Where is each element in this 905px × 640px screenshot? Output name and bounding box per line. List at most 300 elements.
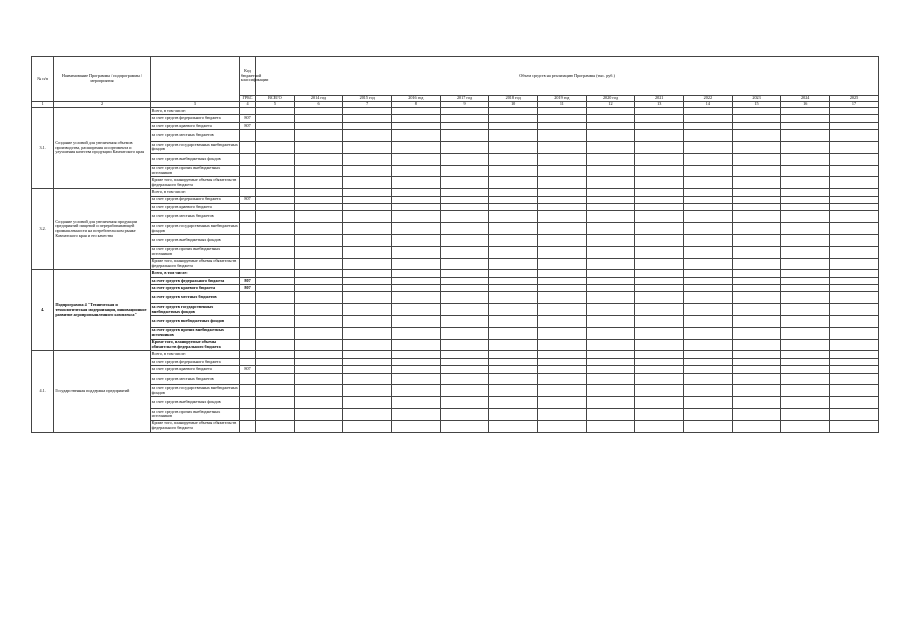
amount-cell <box>684 420 733 432</box>
amount-cell <box>684 141 733 153</box>
amount-cell <box>489 108 538 115</box>
amount-cell <box>684 270 733 277</box>
amount-cell <box>294 165 343 177</box>
amount-cell <box>538 339 587 351</box>
amount-cell <box>440 397 489 409</box>
amount-cell <box>538 196 587 203</box>
amount-cell <box>781 373 830 385</box>
amount-cell <box>781 420 830 432</box>
amount-cell <box>586 203 635 210</box>
amount-cell <box>586 258 635 270</box>
amount-cell <box>732 366 781 373</box>
amount-cell <box>732 223 781 235</box>
amount-cell <box>635 196 684 203</box>
grbs-code: 807 <box>239 115 255 122</box>
amount-cell <box>343 189 392 196</box>
amount-cell <box>392 196 441 203</box>
amount-cell <box>586 211 635 223</box>
amount-cell <box>256 258 295 270</box>
amount-cell <box>256 246 295 258</box>
grbs-code: 807 <box>239 285 255 292</box>
amount-cell <box>489 327 538 339</box>
amount-cell <box>538 366 587 373</box>
amount-cell <box>635 223 684 235</box>
amount-cell <box>256 327 295 339</box>
header-year: 2022 <box>684 96 733 102</box>
column-number: 14 <box>684 102 733 108</box>
amount-cell <box>343 304 392 316</box>
amount-cell <box>538 270 587 277</box>
amount-cell <box>732 397 781 409</box>
column-number: 11 <box>538 102 587 108</box>
funding-source: Кроме того, планируемые объемы обязательств федерального бюджета <box>150 177 239 189</box>
grbs-code <box>239 246 255 258</box>
grbs-code <box>239 153 255 165</box>
amount-cell <box>732 196 781 203</box>
amount-cell <box>392 258 441 270</box>
amount-cell <box>440 385 489 397</box>
amount-cell <box>684 165 733 177</box>
amount-cell <box>294 358 343 365</box>
amount-cell <box>440 223 489 235</box>
amount-cell <box>586 358 635 365</box>
amount-cell <box>684 203 733 210</box>
amount-cell <box>538 108 587 115</box>
amount-cell <box>830 277 879 284</box>
amount-cell <box>830 366 879 373</box>
amount-cell <box>732 420 781 432</box>
amount-cell <box>440 196 489 203</box>
funding-source: за счет средств федерального бюджета <box>150 358 239 365</box>
amount-cell <box>732 316 781 328</box>
amount-cell <box>635 189 684 196</box>
amount-cell <box>294 211 343 223</box>
amount-cell <box>440 270 489 277</box>
table-row <box>32 292 879 304</box>
table-row <box>32 196 879 203</box>
amount-cell <box>732 165 781 177</box>
table-row <box>32 258 879 270</box>
amount-cell <box>489 339 538 351</box>
amount-cell <box>830 270 879 277</box>
amount-cell <box>294 292 343 304</box>
amount-cell <box>392 211 441 223</box>
column-number: 4 <box>239 102 255 108</box>
amount-cell <box>343 115 392 122</box>
amount-cell <box>684 385 733 397</box>
amount-cell <box>294 373 343 385</box>
amount-cell <box>781 285 830 292</box>
amount-cell <box>538 358 587 365</box>
amount-cell <box>256 277 295 284</box>
amount-cell <box>256 203 295 210</box>
amount-cell <box>538 234 587 246</box>
amount-cell <box>684 196 733 203</box>
amount-cell <box>635 211 684 223</box>
amount-cell <box>256 397 295 409</box>
amount-cell <box>635 304 684 316</box>
header-volume: Объем средств на реализацию Программы (тыс. руб.) <box>256 57 879 96</box>
grbs-code <box>239 130 255 142</box>
amount-cell <box>732 258 781 270</box>
amount-cell <box>635 108 684 115</box>
amount-cell <box>538 385 587 397</box>
amount-cell <box>256 385 295 397</box>
amount-cell <box>538 409 587 421</box>
amount-cell <box>635 246 684 258</box>
amount-cell <box>635 141 684 153</box>
amount-cell <box>256 177 295 189</box>
amount-cell <box>343 351 392 358</box>
column-number: 3 <box>150 102 239 108</box>
amount-cell <box>343 153 392 165</box>
table-row <box>32 373 879 385</box>
amount-cell <box>294 189 343 196</box>
amount-cell <box>294 420 343 432</box>
column-number: 12 <box>586 102 635 108</box>
amount-cell <box>489 385 538 397</box>
amount-cell <box>440 108 489 115</box>
amount-cell <box>489 304 538 316</box>
amount-cell <box>256 223 295 235</box>
amount-cell <box>732 327 781 339</box>
amount-cell <box>256 304 295 316</box>
grbs-code <box>239 373 255 385</box>
amount-cell <box>343 177 392 189</box>
amount-cell <box>343 373 392 385</box>
amount-cell <box>781 223 830 235</box>
amount-cell <box>489 203 538 210</box>
amount-cell <box>489 420 538 432</box>
grbs-code: 807 <box>239 122 255 129</box>
grbs-code: 807 <box>239 366 255 373</box>
amount-cell <box>489 177 538 189</box>
amount-cell <box>440 177 489 189</box>
amount-cell <box>538 211 587 223</box>
amount-cell <box>538 351 587 358</box>
amount-cell <box>256 115 295 122</box>
amount-cell <box>440 246 489 258</box>
amount-cell <box>440 285 489 292</box>
amount-cell <box>538 246 587 258</box>
amount-cell <box>781 108 830 115</box>
funding-source: Всего, в том числе: <box>150 189 239 196</box>
grbs-code <box>239 108 255 115</box>
amount-cell <box>830 189 879 196</box>
amount-cell <box>830 316 879 328</box>
amount-cell <box>684 327 733 339</box>
funding-source: за счет средств федерального бюджета <box>150 196 239 203</box>
amount-cell <box>684 373 733 385</box>
amount-cell <box>830 246 879 258</box>
amount-cell <box>392 285 441 292</box>
column-number: 2 <box>54 102 150 108</box>
header-total: ВСЕГО <box>256 96 295 102</box>
amount-cell <box>538 292 587 304</box>
amount-cell <box>586 246 635 258</box>
amount-cell <box>830 304 879 316</box>
amount-cell <box>781 177 830 189</box>
table-row <box>32 153 879 165</box>
amount-cell <box>538 122 587 129</box>
header-year: 2018 год <box>489 96 538 102</box>
table-row <box>32 277 879 284</box>
amount-cell <box>586 223 635 235</box>
amount-cell <box>538 285 587 292</box>
amount-cell <box>830 373 879 385</box>
amount-cell <box>538 165 587 177</box>
amount-cell <box>538 373 587 385</box>
amount-cell <box>732 203 781 210</box>
amount-cell <box>635 351 684 358</box>
amount-cell <box>392 366 441 373</box>
header-year: 2020 год <box>586 96 635 102</box>
amount-cell <box>440 165 489 177</box>
amount-cell <box>538 327 587 339</box>
amount-cell <box>392 292 441 304</box>
amount-cell <box>586 373 635 385</box>
amount-cell <box>489 196 538 203</box>
amount-cell <box>830 153 879 165</box>
funding-source: за счет средств федерального бюджета <box>150 115 239 122</box>
amount-cell <box>440 277 489 284</box>
amount-cell <box>489 270 538 277</box>
column-number: 1 <box>32 102 54 108</box>
amount-cell <box>440 189 489 196</box>
grbs-code <box>239 385 255 397</box>
amount-cell <box>343 130 392 142</box>
amount-cell <box>294 203 343 210</box>
amount-cell <box>256 189 295 196</box>
amount-cell <box>684 358 733 365</box>
funding-source: за счет средств местных бюджетов <box>150 373 239 385</box>
amount-cell <box>440 373 489 385</box>
table-row <box>32 108 879 115</box>
grbs-code <box>239 223 255 235</box>
amount-cell <box>440 211 489 223</box>
amount-cell <box>830 211 879 223</box>
amount-cell <box>343 385 392 397</box>
column-number: 7 <box>343 102 392 108</box>
amount-cell <box>343 203 392 210</box>
amount-cell <box>294 223 343 235</box>
amount-cell <box>392 420 441 432</box>
amount-cell <box>781 234 830 246</box>
amount-cell <box>635 122 684 129</box>
amount-cell <box>392 397 441 409</box>
amount-cell <box>489 189 538 196</box>
amount-cell <box>343 122 392 129</box>
table-row <box>32 122 879 129</box>
table-row <box>32 366 879 373</box>
row-title: Государственная поддержка предприятий <box>54 351 150 432</box>
amount-cell <box>392 130 441 142</box>
amount-cell <box>830 358 879 365</box>
table-row <box>32 203 879 210</box>
amount-cell <box>830 177 879 189</box>
amount-cell <box>256 108 295 115</box>
amount-cell <box>294 108 343 115</box>
header-name: Наименование Программы / подпрограммы / мероприятия <box>54 57 150 102</box>
amount-cell <box>489 285 538 292</box>
amount-cell <box>684 122 733 129</box>
header-year: 2021 <box>635 96 684 102</box>
funding-source: за счет средств краевого бюджета <box>150 203 239 210</box>
amount-cell <box>294 122 343 129</box>
amount-cell <box>489 409 538 421</box>
amount-cell <box>586 420 635 432</box>
amount-cell <box>830 223 879 235</box>
amount-cell <box>256 270 295 277</box>
amount-cell <box>538 203 587 210</box>
column-number: 6 <box>294 102 343 108</box>
amount-cell <box>256 373 295 385</box>
column-number: 17 <box>830 102 879 108</box>
amount-cell <box>635 327 684 339</box>
amount-cell <box>635 420 684 432</box>
amount-cell <box>256 409 295 421</box>
funding-source: Всего, в том числе: <box>150 108 239 115</box>
table-row <box>32 420 879 432</box>
row-number: 3.2. <box>32 189 54 270</box>
amount-cell <box>684 285 733 292</box>
amount-cell <box>684 234 733 246</box>
amount-cell <box>732 211 781 223</box>
amount-cell <box>392 177 441 189</box>
table-row <box>32 115 879 122</box>
amount-cell <box>684 339 733 351</box>
amount-cell <box>830 108 879 115</box>
amount-cell <box>781 270 830 277</box>
amount-cell <box>489 141 538 153</box>
amount-cell <box>440 141 489 153</box>
table-row <box>32 316 879 328</box>
amount-cell <box>392 234 441 246</box>
amount-cell <box>392 108 441 115</box>
header-year: 2016 год <box>392 96 441 102</box>
column-number: 13 <box>635 102 684 108</box>
amount-cell <box>343 246 392 258</box>
amount-cell <box>392 115 441 122</box>
amount-cell <box>294 277 343 284</box>
amount-cell <box>343 223 392 235</box>
amount-cell <box>440 304 489 316</box>
amount-cell <box>635 385 684 397</box>
amount-cell <box>781 246 830 258</box>
funding-source: за счет средств внебюджетных фондов <box>150 397 239 409</box>
grbs-code: 807 <box>239 196 255 203</box>
row-number: 4.1. <box>32 351 54 432</box>
amount-cell <box>538 130 587 142</box>
amount-cell <box>392 122 441 129</box>
amount-cell <box>732 385 781 397</box>
amount-cell <box>440 292 489 304</box>
amount-cell <box>635 270 684 277</box>
column-number: 5 <box>256 102 295 108</box>
amount-cell <box>732 130 781 142</box>
table-row <box>32 285 879 292</box>
amount-cell <box>489 115 538 122</box>
amount-cell <box>684 246 733 258</box>
amount-cell <box>586 122 635 129</box>
funding-source: за счет средств внебюджетных фондов <box>150 153 239 165</box>
amount-cell <box>440 420 489 432</box>
amount-cell <box>781 339 830 351</box>
amount-cell <box>343 234 392 246</box>
amount-cell <box>538 177 587 189</box>
grbs-code: 807 <box>239 277 255 284</box>
amount-cell <box>684 130 733 142</box>
header-row <box>32 57 879 96</box>
funding-source: за счет средств прочих внебюджетных источников <box>150 165 239 177</box>
amount-cell <box>294 339 343 351</box>
amount-cell <box>294 141 343 153</box>
amount-cell <box>781 351 830 358</box>
table-row <box>32 358 879 365</box>
amount-cell <box>392 373 441 385</box>
amount-cell <box>781 292 830 304</box>
funding-source: Кроме того, планируемые объемы обязательств федерального бюджета <box>150 258 239 270</box>
amount-cell <box>392 277 441 284</box>
amount-cell <box>440 316 489 328</box>
amount-cell <box>392 141 441 153</box>
amount-cell <box>294 115 343 122</box>
amount-cell <box>256 141 295 153</box>
amount-cell <box>538 223 587 235</box>
amount-cell <box>830 397 879 409</box>
amount-cell <box>781 165 830 177</box>
amount-cell <box>732 285 781 292</box>
amount-cell <box>732 141 781 153</box>
grbs-code <box>239 177 255 189</box>
amount-cell <box>586 292 635 304</box>
funding-source: за счет средств федерального бюджета <box>150 277 239 284</box>
amount-cell <box>256 366 295 373</box>
column-number: 15 <box>732 102 781 108</box>
amount-cell <box>294 351 343 358</box>
amount-cell <box>781 304 830 316</box>
funding-source: за счет средств государственных внебюджетных фондов <box>150 304 239 316</box>
grbs-code <box>239 211 255 223</box>
amount-cell <box>732 270 781 277</box>
amount-cell <box>489 397 538 409</box>
amount-cell <box>294 366 343 373</box>
amount-cell <box>294 130 343 142</box>
amount-cell <box>440 351 489 358</box>
amount-cell <box>256 153 295 165</box>
amount-cell <box>830 203 879 210</box>
amount-cell <box>732 292 781 304</box>
amount-cell <box>781 327 830 339</box>
header-year: 2025 <box>830 96 879 102</box>
table-row <box>32 409 879 421</box>
amount-cell <box>586 234 635 246</box>
amount-cell <box>684 189 733 196</box>
amount-cell <box>538 141 587 153</box>
funding-source: за счет средств прочих внебюджетных источников <box>150 246 239 258</box>
grbs-code <box>239 258 255 270</box>
amount-cell <box>489 358 538 365</box>
table-row <box>32 304 879 316</box>
amount-cell <box>440 339 489 351</box>
amount-cell <box>635 397 684 409</box>
amount-cell <box>781 153 830 165</box>
funding-source: Всего, в том числе: <box>150 351 239 358</box>
amount-cell <box>732 115 781 122</box>
amount-cell <box>830 385 879 397</box>
funding-source: за счет средств местных бюджетов <box>150 130 239 142</box>
amount-cell <box>586 397 635 409</box>
